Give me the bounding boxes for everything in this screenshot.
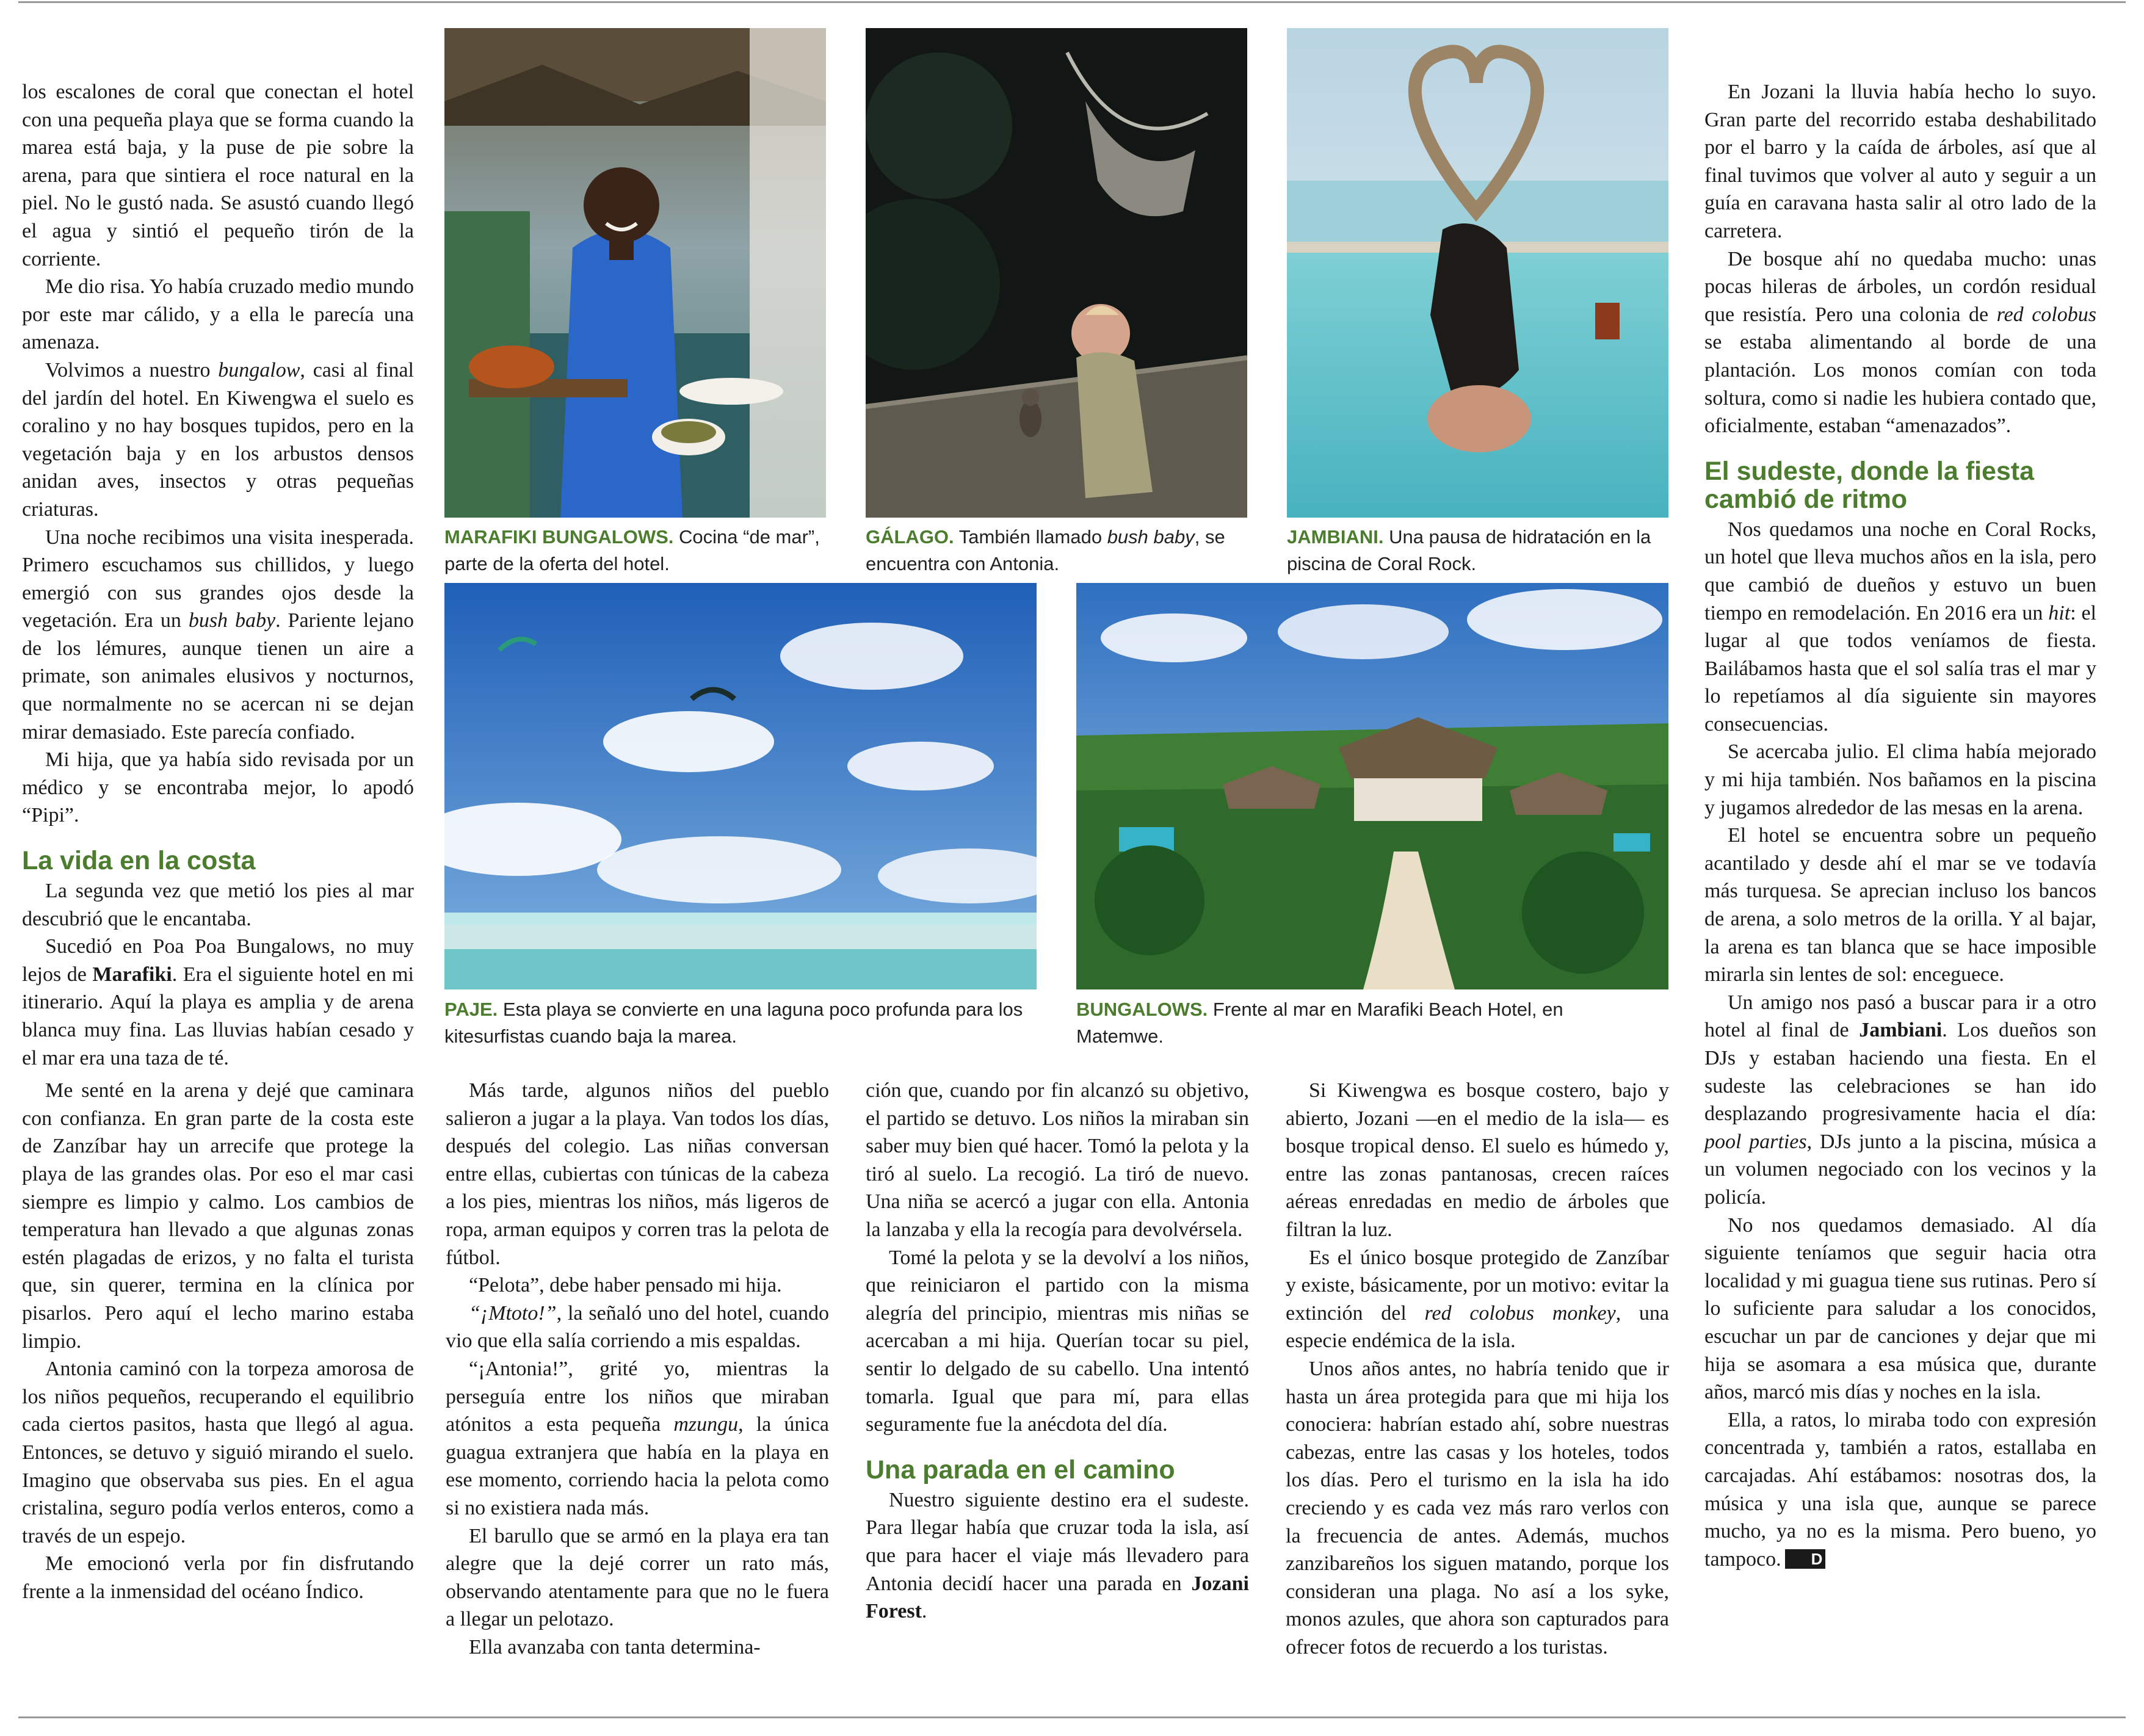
section-heading: La vida en la costa: [22, 846, 256, 876]
paragraph: Me emocionó verla por fin disfrutando frente a la inmensidad del océano Índico.: [22, 1552, 414, 1603]
paragraph: Nos quedamos una noche en Coral Rocks, un hotel que lleva muchos años en la isla, pero que cambió de dueños y estuvo un buen tiempo en remodelación. En 2016 era un hit: el lugar al que todos veníamos de fiesta. Bailábamos hasta que el sol salía tras el mar y lo repetíamos al día siguiente sin mayores consecuencias.: [1704, 518, 2097, 736]
paragraph: No nos quedamos demasiado. Al día siguiente teníamos que seguir hacia otra localidad y mi guagua tiene sus rutinas. Pero sí lo suficiente para saludar a los conocidos, escuchar un par de canciones y dejar que mi hija se asomara a esa música que, durante años, marcó mis días y noches en la isla.: [1704, 1213, 2096, 1404]
end-mark-icon: D: [1785, 1549, 1826, 1569]
paragraph: “¡Mtoto!”, la señaló uno del hotel, cuando vio que ella salía corriendo a mis espaldas.: [446, 1301, 829, 1353]
paragraph: En Jozani la lluvia había hecho lo suyo. Gran parte del recorrido estaba deshabilitado por el barro y la caída de árboles, así que al final tuvimos que volver al auto y seguir a un guía en caravana hasta salir al otro lado de la carretera.: [1704, 81, 2096, 242]
paragraph: El hotel se encuentra sobre un pequeño acantilado y desde ahí el mar se ve todavía más turquesa. Se aprecian incluso los bancos de arena, a solo metros de la orilla. Y al bajar, la arena es tan blanca que se hace imposible mirarla sin lentes de sol: enceguece.: [1704, 824, 2096, 986]
bottom-rule: [18, 1716, 2126, 1718]
photo-galago-night: [866, 28, 1247, 518]
section-heading: El sudeste, donde la fiesta cambió de ritmo: [1704, 456, 2035, 514]
paragraph: Volvimos a nuestro bungalow, casi al final del jardín del hotel. En Kiwengwa el suelo es coralino y no hay bosques tupidos, pero en la vegetación baja y en los arbustos densos anidan aves, insectos y otras pequeñas criaturas.: [22, 358, 414, 521]
caption-galago: GÁLAGO. También llamado bush baby, se encuentra con Antonia.: [866, 526, 1225, 574]
paragraph: Unos años antes, no habría tenido que ir hasta un área protegida para que mi hija los conociera: habrían estado ahí, sobre nuestras cabezas, entre las casas y los hoteles, todos los días. Pero el turismo en la isla ha ido creciendo y es cada vez más raro verlos con la frecuencia de antes. Además, muchos zanzibareños los siguen matando, porque los consideran una plaga. No así a los syke, monos azules, que ahora son capturados para ofrecer fotos de recuerdo a los turistas.: [1286, 1357, 1669, 1658]
column-5: [1704, 78, 2096, 1573]
paragraph: Me dio risa. Yo había cruzado medio mundo por este mar cálido, y a ella le parecía una amenaza.: [22, 275, 414, 354]
photo-jambiani-pool: [1287, 28, 1668, 518]
photo-bungalows-aerial: [1076, 583, 1668, 989]
paragraph: Ella, a ratos, lo miraba todo con expresión concentrada y, también a ratos, estallaba en carcajadas. Ahí estábamos: nosotras dos, la música y una isla que, aunque se parece mucho, ya no es la misma. Pero bueno, yo tampoco. D: [1704, 1408, 2096, 1571]
caption-jambiani: JAMBIANI. Una pausa de hidratación en la piscina de Coral Rock.: [1287, 526, 1651, 574]
photo-paje-kitesurf: [444, 583, 1037, 989]
column-2: [446, 1077, 829, 1661]
paragraph: Es el único bosque protegido de Zanzíbar y existe, básicamente, por un motivo: evitar la extinción del red colobus monkey, una especie endémica de la isla.: [1286, 1246, 1670, 1353]
caption-bungalows: BUNGALOWS. Frente al mar en Marafiki Beach Hotel, en Matemwe.: [1076, 999, 1563, 1047]
paragraph: Sucedió en Poa Poa Bungalows, no muy lejos de Marafiki. Era el siguiente hotel en mi itinerario. Aquí la playa es amplia y de arena blanca muy fina. Las lluvias habían cesado y el mar era una taza de té.: [22, 935, 414, 1069]
caption-paje: PAJE. Esta playa se convierte en una laguna poco profunda para los kitesurfistas cuando baja la marea.: [444, 999, 1023, 1047]
column-1: [22, 78, 414, 1605]
paragraph: ción que, cuando por fin alcanzó su objetivo, el partido se detuvo. Los niños la miraban sin saber muy bien qué hacer. Tomó la pelota y la tiró al suelo. La recogió. La tiró de nuevo. Una niña se acercó a jugar con ella. Antonia la lanzaba y ella la recogía para devolvérsela.: [866, 1079, 1249, 1241]
column-4: [1286, 1077, 1669, 1661]
section-heading: Una parada en el camino: [866, 1455, 1175, 1485]
paragraph: El barullo que se armó en la playa era tan alegre que la dejé correr un rato más, observando atentamente para que no le fuera a llegar un pelotazo.: [446, 1524, 829, 1631]
paragraph: Más tarde, algunos niños del pueblo salieron a jugar a la playa. Van todos los días, después del colegio. Las niñas conversan entre ellas, cubiertas con túnicas de la cabeza a los pies, mientras los niños, más ligeros de ropa, arman equipos y corren tras la pelota de fútbol.: [446, 1079, 829, 1269]
paragraph: De bosque ahí no quedaba mucho: unas pocas hileras de árboles, un cordón residual que resistía. Pero una colonia de red colobus se estaba alimentando al borde de una plantación. Los monos comían con toda soltura, como si nadie les hubiera contado que, oficialmente, estaban “amenazados”.: [1704, 247, 2096, 438]
paragraph: Me senté en la arena y dejé que caminara con confianza. En gran parte de la costa este de Zanzíbar hay un arrecife que protege la playa de las grandes olas. Por eso el mar casi siempre es limpio y calmo. Los cambios de temperatura han llevado a que algunas zonas estén plagadas de erizos, y no falta el turista que, sin querer, termina en la clínica por pisarlos. Pero aquí el lecho marino estaba limpio.: [22, 1079, 414, 1353]
paragraph: Ella avanzaba con tanta determina-: [469, 1635, 761, 1658]
photo-marafiki-chef: [444, 28, 826, 518]
paragraph: Mi hija, que ya había sido revisada por un médico y se encontraba mejor, lo apodó “Pipi”.: [22, 748, 414, 827]
paragraph: Un amigo nos pasó a buscar para ir a otro hotel al final de Jambiani. Los dueños son DJs y estaban haciendo una fiesta. En el sudeste las celebraciones se han ido desplazando progresivamente hacia el día: pool parties, DJs junto a la piscina, música a un volumen negociado con los vecinos y la policía.: [1704, 991, 2096, 1209]
paragraph: Tomé la pelota y se la devolví a los niños, que reiniciaron el partido con la misma alegría del principio, mientras mis niñas se acercaban a mi hija. Querían tocar su piel, sentir lo delgado de su cabello. Una intentó tomarla. Igual que para mí, para ellas seguramente fue la anécdota del día.: [866, 1246, 1249, 1436]
paragraph: Una noche recibimos una visita inesperada. Primero escuchamos sus chillidos, y luego emergió con sus grandes ojos desde la vegetación. Era un bush baby. Pariente lejano de los lémures, aunque tienen un aire a primate, son animales elusivos y nocturnos, que normalmente no se acercan ni se dejan mirar demasiado. Este parecía confiado.: [22, 526, 414, 743]
paragraph: Antonia caminó con la torpeza amorosa de los niños pequeños, recuperando el equilibrio cada ciertos pasitos, hasta que llegó al agua. Entonces, se detuvo y siguió mirando el suelo. Imagino que observaba sus pies. En el agua cristalina, seguro podía verlos enteros, como a través de un espejo.: [22, 1358, 414, 1547]
paragraph: Nuestro siguiente destino era el sudeste. Para llegar había que cruzar toda la isla, así que para hacer el viaje más llevadero para Antonia decidí hacer una parada en Jozani Forest.: [866, 1488, 1249, 1623]
paragraph: “¡Antonia!”, grité yo, mientras la perseguía entre los niños que miraban atónitos a esta pequeña mzungu, la única guagua extranjera que había en la playa en ese momento, corriendo hacia la pelota como si no existiera nada más.: [446, 1357, 829, 1519]
paragraph: Se acercaba julio. El clima había mejorado y mi hija también. Nos bañamos en la piscina y jugamos alrededor de las mesas en la arena.: [1704, 740, 2096, 819]
column-3: [866, 1077, 1249, 1626]
caption-marafiki: MARAFIKI BUNGALOWS. Cocina “de mar”, parte de la oferta del hotel.: [444, 526, 820, 574]
top-rule: [18, 1, 2126, 3]
paragraph: los escalones de coral que conectan el hotel con una pequeña playa que se forma cuando la marea está baja, y la puse de pie sobre la arena, para que sintiera el roce natural en la piel. No le gustó nada. Se asustó cuando llegó el agua y sintió el pequeño tirón de la corriente.: [22, 81, 414, 270]
paragraph: Si Kiwengwa es bosque costero, bajo y abierto, Jozani —en el medio de la isla— es bosque tropical denso. El suelo es húmedo y, entre las zonas pantanosas, crecen raíces aéreas enredadas en medio de árboles que filtran la luz.: [1286, 1079, 1669, 1241]
paragraph: La segunda vez que metió los pies al mar descubrió que le encantaba.: [22, 880, 414, 930]
paragraph: “Pelota”, debe haber pensado mi hija.: [469, 1274, 782, 1297]
